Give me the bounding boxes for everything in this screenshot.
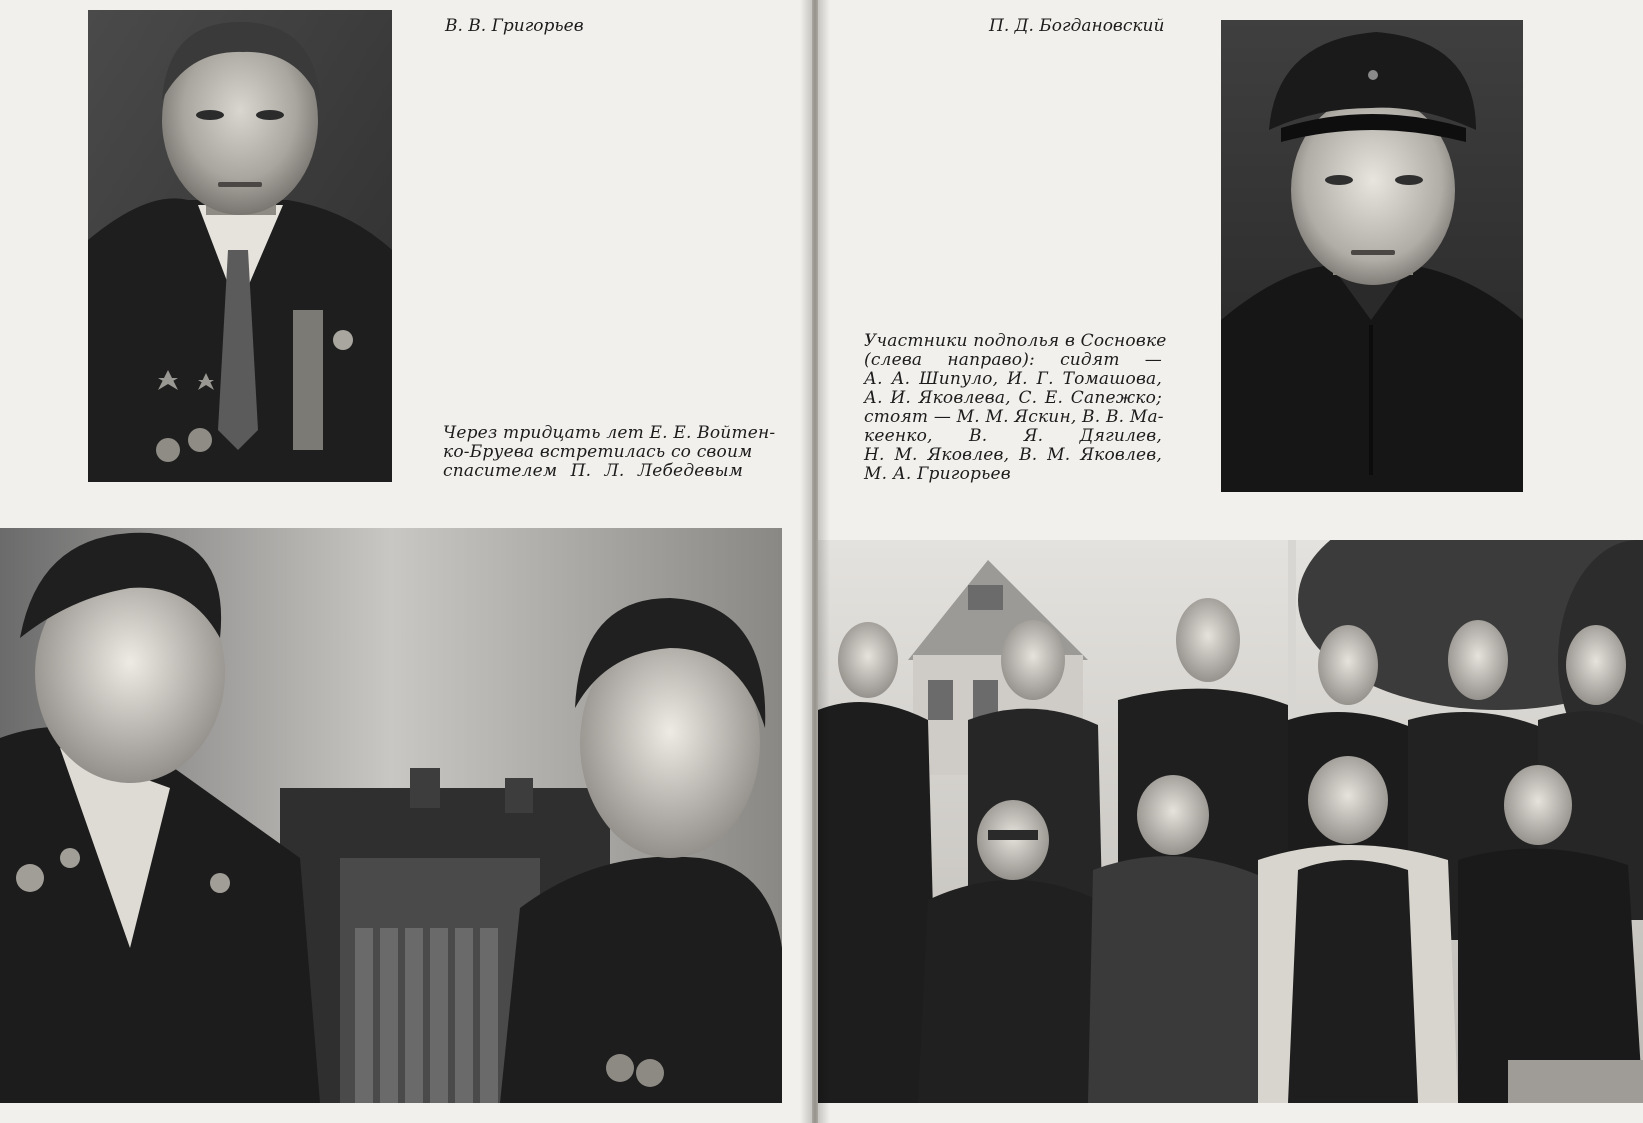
book-gutter	[800, 0, 830, 1123]
caption-meeting	[443, 423, 776, 481]
right-page	[818, 0, 1643, 1123]
portrait-photo-bogdanovsky	[1221, 20, 1523, 492]
caption-line: Н. М. Яковлев, В. М. Яковлев,	[864, 445, 1162, 465]
caption-line: А. А. Шипуло, И. Г. Томашова,	[864, 369, 1162, 389]
caption-line: М. А. Григорьев	[864, 464, 1011, 484]
caption-line: Участники подполья в Сосновке	[864, 331, 1167, 351]
caption-line: А. И. Яковлева, С. Е. Сапежко;	[864, 388, 1162, 408]
caption-line: спасителем П. Л. Лебедевым	[443, 461, 743, 481]
group-photo	[818, 540, 1643, 1103]
portrait-photo-grigoriev	[88, 10, 392, 482]
portrait-label-bogdanovsky: П. Д. Богдановский	[989, 16, 1165, 36]
caption-underground-members	[864, 331, 1167, 484]
caption-line: кеенко, В. Я. Дягилев,	[864, 426, 1162, 446]
meeting-photo	[0, 528, 782, 1103]
caption-line: ко-Бруева встретилась со своим	[443, 442, 753, 462]
caption-line: стоят — М. М. Яскин, В. В. Ма-	[864, 407, 1164, 427]
caption-line: Через тридцать лет Е. Е. Войтен-	[443, 423, 776, 443]
left-page	[0, 0, 812, 1123]
caption-line: (слева направо): сидят —	[864, 350, 1162, 370]
portrait-label-grigoriev: В. В. Григорьев	[445, 16, 584, 36]
